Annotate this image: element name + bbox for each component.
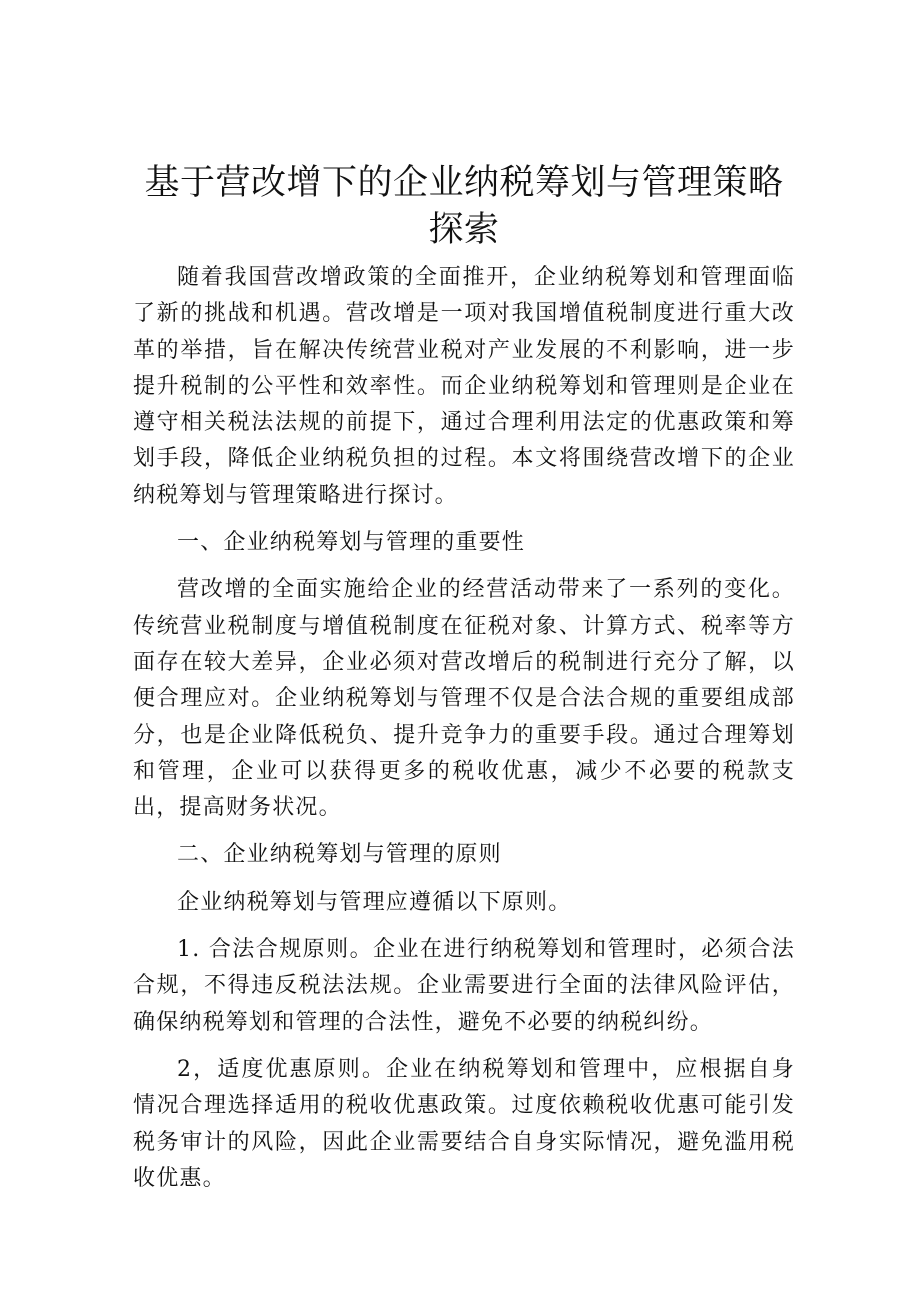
paragraph-principle-1: 1. 合法合规原则。企业在进行纳税筹划和管理时，必须合法合规，不得违反税法法规。企业需要进行全面的法律风险评估，确保纳税筹划和管理的合法性，避免不必要的纳税纠纷。 xyxy=(133,937,795,1035)
paragraph-principle-2: 2，适度优惠原则。企业在纳税筹划和管理中，应根据自身情况合理选择适用的税收优惠政策。过度依赖税收优惠可能引发税务审计的风险，因此企业需要结合自身实际情况，避免滥用税收优惠。 xyxy=(133,1056,795,1191)
paragraph-intro: 随着我国营改增政策的全面推开，企业纳税筹划和管理面临了新的挑战和机遇。营改增是一项对我国增值税制度进行重大改革的举措，旨在解决传统营业税对产业发展的不利影响，进一步提升税制的公平性和效率性。而企业纳税筹划和管理则是企业在遵守相关税法法规的前提下，通过合理利用法定的优惠政策和筹划手段，降低企业纳税负担的过程。本文将围绕营改增下的企业纳税筹划与管理策略进行探讨。 xyxy=(133,265,795,508)
paragraph-importance: 营改增的全面实施给企业的经营活动带来了一系列的变化。传统营业税制度与增值税制度在征税对象、计算方式、税率等方面存在较大差异，企业必须对营改增后的税制进行充分了解，以便合理应对。企业纳税筹划与管理不仅是合法合规的重要组成部分，也是企业降低税负、提升竞争力的重要手段。通过合理筹划和管理，企业可以获得更多的税收优惠，减少不必要的税款支出，提高财务状况。 xyxy=(133,577,795,821)
section-heading-importance: 一、企业纳税筹划与管理的重要性 xyxy=(177,530,526,556)
paragraph-principles-intro: 企业纳税筹划与管理应遵循以下原则。 xyxy=(177,889,572,915)
document-page xyxy=(133,160,795,1208)
document-title: 基于营改增下的企业纳税筹划与管理策略探索 xyxy=(144,163,784,250)
section-heading-principles: 二、企业纳税筹划与管理的原则 xyxy=(177,842,502,868)
